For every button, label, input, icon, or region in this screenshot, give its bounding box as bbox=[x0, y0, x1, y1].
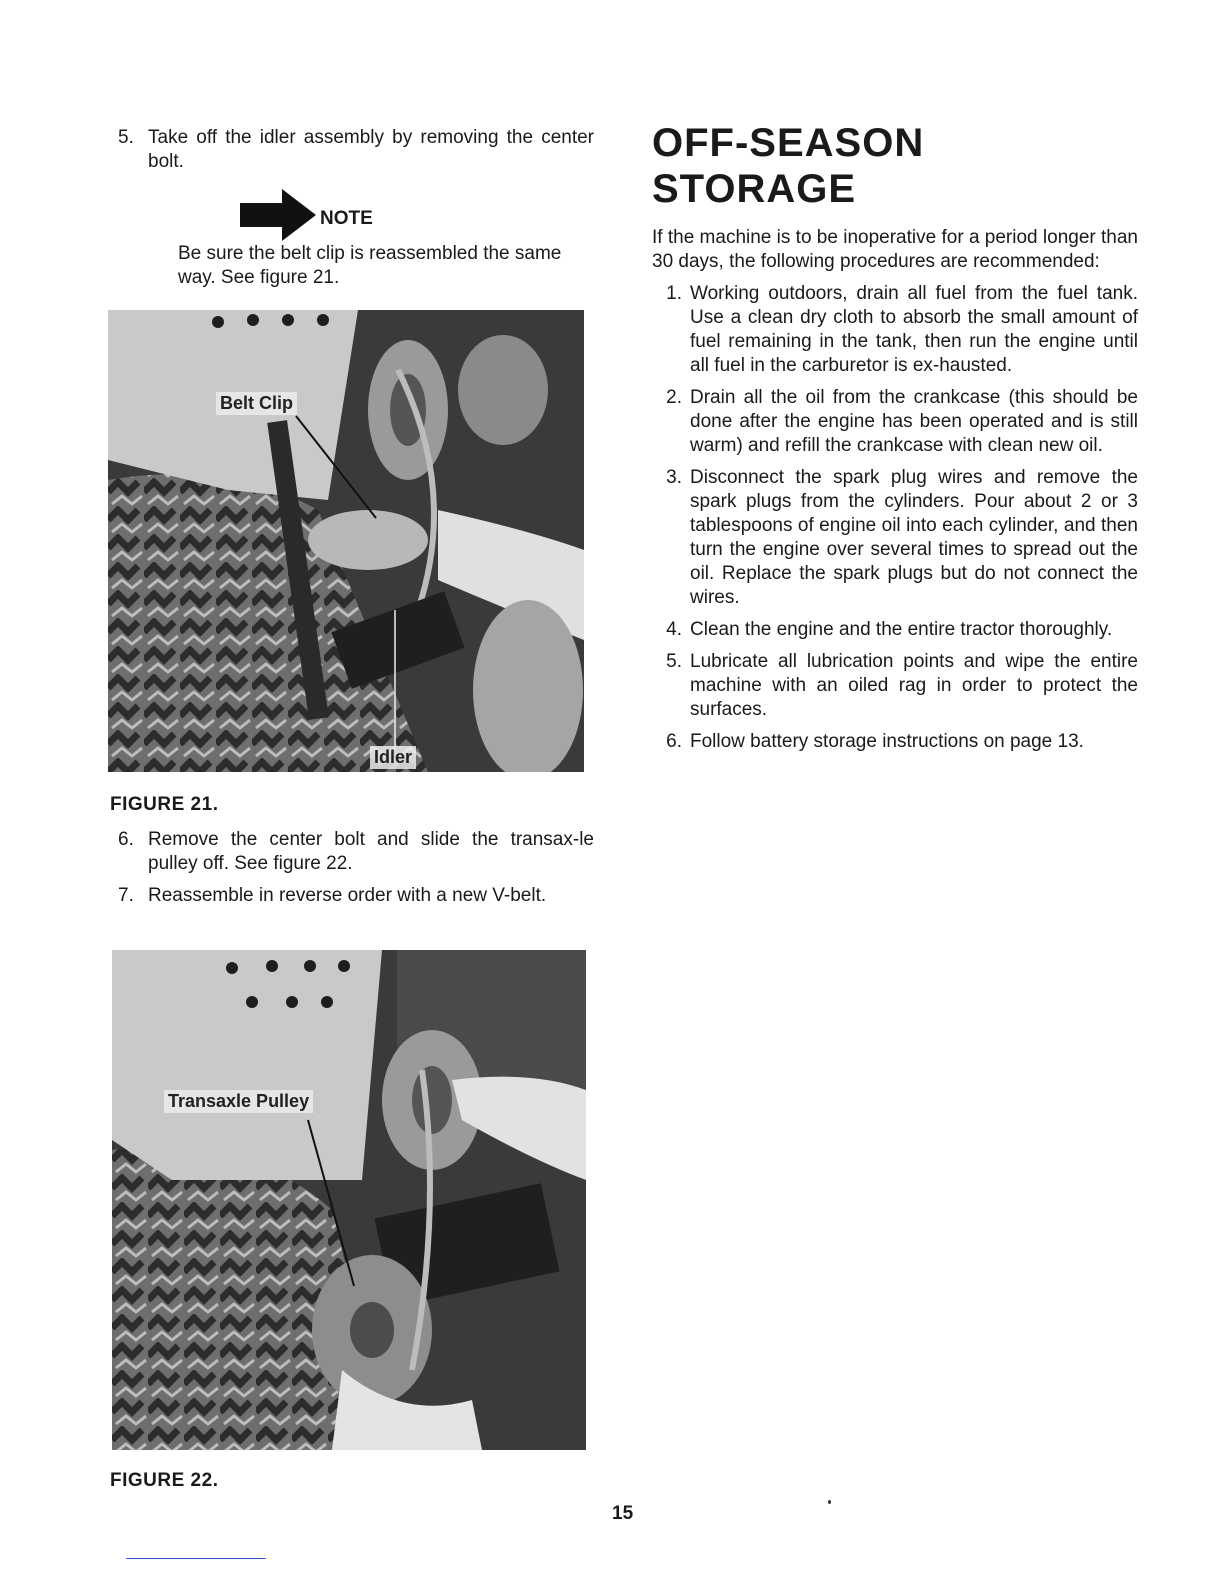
note-label: NOTE bbox=[320, 208, 373, 229]
left-column bbox=[118, 126, 594, 290]
label-belt-clip: Belt Clip bbox=[216, 392, 297, 415]
storage-step-5 bbox=[652, 650, 1138, 722]
storage-step-2 bbox=[652, 386, 1138, 458]
intro-paragraph: If the machine is to be inoperative for a period longer than 30 days, the following procedures are recommended: bbox=[652, 227, 1138, 272]
note-heading bbox=[240, 188, 594, 242]
step-text: Take off the idler assembly by removing the center bolt. bbox=[148, 127, 594, 172]
storage-step-3 bbox=[652, 466, 1138, 610]
step-number: 6. bbox=[118, 829, 134, 850]
step-text: Follow battery storage instructions on page 13. bbox=[690, 731, 1084, 752]
right-column bbox=[652, 120, 1138, 762]
figure-21-illustration bbox=[108, 310, 584, 772]
left-step-5 bbox=[118, 126, 594, 174]
step-number: 7. bbox=[118, 885, 134, 906]
storage-step-6 bbox=[652, 730, 1138, 754]
section-title: OFF-SEASON STORAGE bbox=[652, 121, 925, 211]
figure-22-photo bbox=[112, 950, 586, 1450]
arrow-right-icon bbox=[240, 189, 316, 241]
step-number: 5. bbox=[118, 127, 134, 148]
figure-22-caption: FIGURE 22. bbox=[110, 1470, 219, 1491]
storage-steps-list bbox=[652, 282, 1138, 754]
figure-22-illustration bbox=[112, 950, 586, 1450]
storage-step-4 bbox=[652, 618, 1138, 642]
left-steps-6-7 bbox=[118, 828, 594, 908]
step-text: Remove the center bolt and slide the transax-le pulley off. See figure 22. bbox=[148, 829, 594, 874]
figure-21-caption: FIGURE 21. bbox=[110, 794, 219, 815]
note-text: Be sure the belt clip is reassembled the same way. See figure 21. bbox=[178, 243, 562, 288]
stray-mark bbox=[828, 1500, 831, 1504]
page-number: 15 bbox=[612, 1503, 634, 1524]
step-text: Clean the engine and the entire tractor thoroughly. bbox=[690, 619, 1113, 640]
label-transaxle-pulley: Transaxle Pulley bbox=[164, 1090, 313, 1113]
storage-step-1 bbox=[652, 282, 1138, 378]
step-text: Lubricate all lubrication points and wipe the entire machine with an oiled rag in order to protect the surfaces. bbox=[690, 651, 1138, 720]
figure-21-photo bbox=[108, 310, 584, 772]
label-idler: Idler bbox=[370, 746, 416, 769]
step-text: Reassemble in reverse order with a new V-belt. bbox=[148, 885, 547, 906]
note-block bbox=[178, 188, 594, 290]
step-number: 4. bbox=[666, 619, 682, 640]
left-step-7 bbox=[118, 884, 594, 908]
step-text: Working outdoors, drain all fuel from the fuel tank. Use a clean dry cloth to absorb the small amount of fuel remaining in the tank, then run the engine until all fuel in the carburetor is ex-hausted. bbox=[690, 283, 1138, 376]
step-text: Disconnect the spark plug wires and remove the spark plugs from the cylinders. Pour about 2 or 3 tablespoons of engine oil into each cylinder, and then turn the engine over several times to spread out the oil. Replace the spark plugs but do not connect the wires. bbox=[690, 467, 1138, 608]
step-number: 5. bbox=[666, 651, 682, 672]
bottom-rule bbox=[126, 1558, 266, 1559]
step-number: 2. bbox=[666, 387, 682, 408]
left-step-6 bbox=[118, 828, 594, 876]
step-number: 6. bbox=[666, 731, 682, 752]
step-number: 3. bbox=[666, 467, 682, 488]
step-text: Drain all the oil from the crankcase (this should be done after the engine has been operated and is still warm) and refill the crankcase with clean new oil. bbox=[690, 387, 1138, 456]
step-number: 1. bbox=[666, 283, 682, 304]
